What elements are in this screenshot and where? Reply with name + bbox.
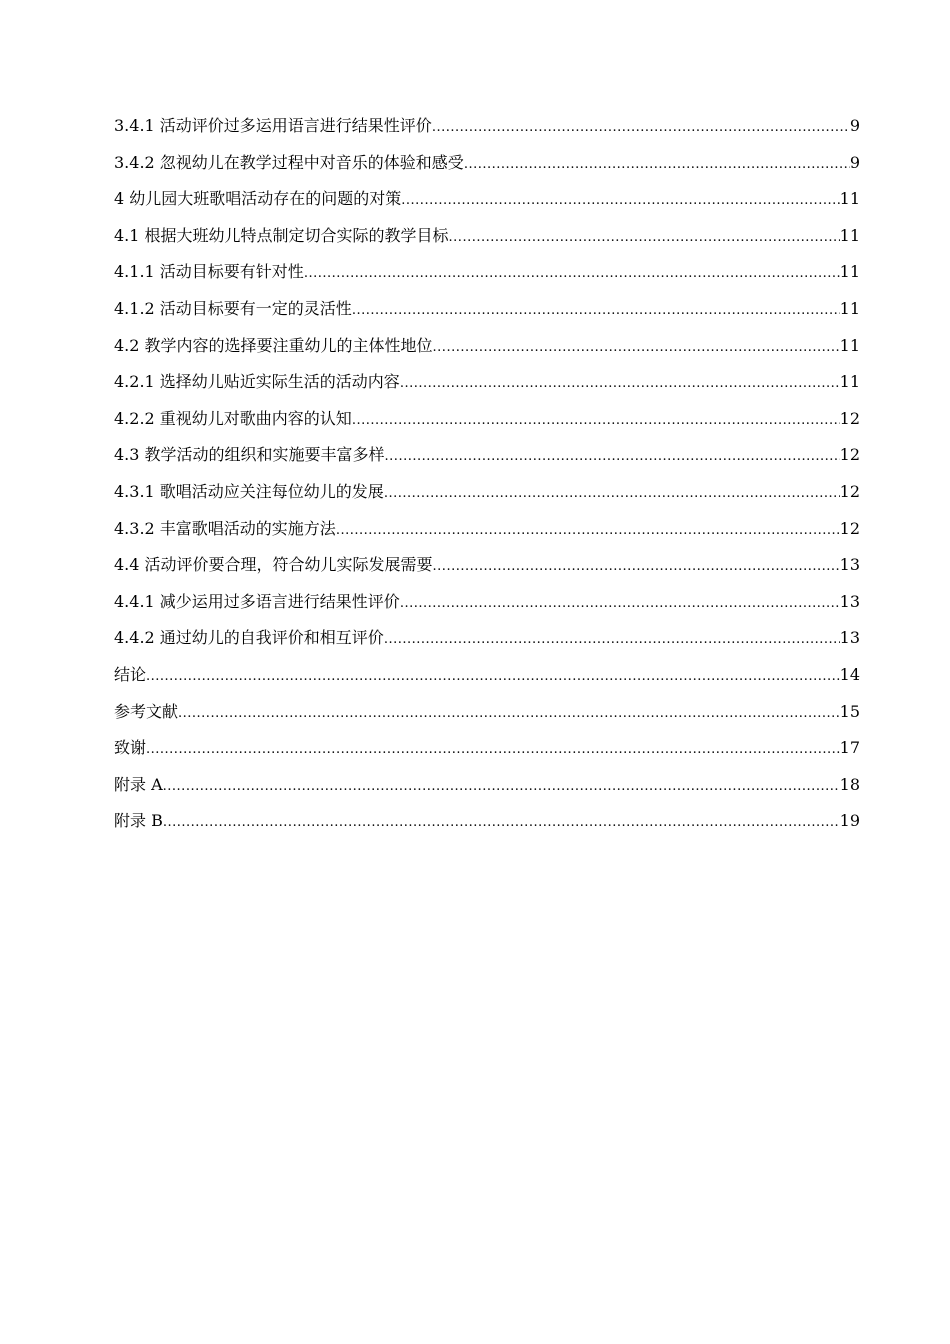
toc-entry-title: 4.4.1 减少运用过多语言进行结果性评价 bbox=[114, 591, 400, 611]
toc-entry-title: 附录 A bbox=[114, 774, 163, 794]
toc-leader-dots bbox=[163, 769, 840, 806]
toc-entry-title: 4.4.2 通过幼儿的自我评价和相互评价 bbox=[114, 628, 384, 648]
toc-entry-title: 4.3.1 歌唱活动应关注每位幼儿的发展 bbox=[114, 481, 384, 501]
toc-leader-dots bbox=[178, 696, 840, 733]
toc-leader-dots bbox=[432, 110, 850, 147]
toc-entry-page: 9 bbox=[849, 116, 860, 135]
table-of-contents bbox=[114, 108, 860, 840]
toc-entry-page: 14 bbox=[839, 664, 860, 684]
toc-entry-page: 19 bbox=[839, 811, 860, 831]
toc-entry-page: 11 bbox=[839, 298, 860, 318]
toc-entry-title: 4 幼儿园大班歌唱活动存在的问题的对策 bbox=[114, 189, 402, 209]
toc-leader-dots bbox=[384, 476, 840, 513]
toc-entry-title: 致谢 bbox=[114, 738, 147, 758]
toc-entry-4-4-1[interactable] bbox=[114, 584, 860, 621]
toc-entry-conclusion[interactable] bbox=[114, 657, 860, 694]
toc-entry-references[interactable] bbox=[114, 694, 860, 731]
toc-entry-title: 3.4.1 活动评价过多运用语言进行结果性评价 bbox=[114, 116, 432, 135]
toc-entry-page: 11 bbox=[839, 262, 860, 282]
toc-entry-title: 4.4 活动评价要合理，符合幼儿实际发展需要 bbox=[114, 555, 433, 575]
toc-leader-dots bbox=[352, 403, 840, 440]
toc-leader-dots bbox=[336, 513, 840, 550]
toc-entry-title: 4.2 教学内容的选择要注重幼儿的主体性地位 bbox=[114, 335, 433, 355]
toc-entry-4-1-2[interactable] bbox=[114, 291, 860, 328]
toc-entry-page: 11 bbox=[839, 335, 860, 355]
toc-leader-dots bbox=[384, 622, 840, 659]
toc-entry-3-4-2[interactable] bbox=[114, 145, 860, 182]
toc-entry-title: 4.1.2 活动目标要有一定的灵活性 bbox=[114, 298, 352, 318]
toc-entry-title: 参考文献 bbox=[114, 701, 179, 721]
toc-entry-page: 15 bbox=[839, 701, 860, 721]
toc-leader-dots bbox=[433, 549, 840, 586]
toc-entry-4-3-2[interactable] bbox=[114, 511, 860, 548]
toc-leader-dots bbox=[464, 147, 850, 184]
toc-entry-page: 13 bbox=[839, 591, 860, 611]
toc-entry-page: 12 bbox=[839, 445, 860, 465]
toc-entry-4[interactable] bbox=[114, 181, 860, 218]
toc-leader-dots bbox=[385, 439, 840, 476]
toc-entry-page: 9 bbox=[849, 152, 860, 172]
toc-leader-dots bbox=[146, 659, 840, 696]
toc-entry-title: 结论 bbox=[114, 664, 147, 684]
toc-entry-title: 4.1 根据大班幼儿特点制定切合实际的教学目标 bbox=[114, 225, 449, 245]
toc-entry-4-3[interactable] bbox=[114, 437, 860, 474]
toc-leader-dots bbox=[352, 293, 840, 330]
toc-entry-title: 4.3.2 丰富歌唱活动的实施方法 bbox=[114, 518, 336, 538]
toc-entry-acknowledgements[interactable] bbox=[114, 730, 860, 767]
toc-leader-dots bbox=[433, 330, 840, 367]
toc-entry-page: 13 bbox=[839, 555, 860, 575]
toc-leader-dots bbox=[163, 805, 840, 842]
toc-leader-dots bbox=[400, 586, 840, 623]
toc-entry-title: 3.4.2 忽视幼儿在教学过程中对音乐的体验和感受 bbox=[114, 152, 464, 172]
toc-entry-page: 11 bbox=[839, 225, 860, 245]
toc-entry-title: 4.2.2 重视幼儿对歌曲内容的认知 bbox=[114, 408, 352, 428]
toc-leader-dots bbox=[146, 732, 840, 769]
toc-entry-4-1[interactable] bbox=[114, 218, 860, 255]
toc-entry-4-1-1[interactable] bbox=[114, 254, 860, 291]
toc-leader-dots bbox=[449, 220, 840, 257]
toc-entry-title: 附录 B bbox=[114, 811, 163, 831]
toc-entry-page: 11 bbox=[839, 189, 860, 209]
toc-entry-title: 4.1.1 活动目标要有针对性 bbox=[114, 262, 304, 282]
toc-entry-page: 12 bbox=[839, 408, 860, 428]
toc-entry-page: 13 bbox=[839, 628, 860, 648]
toc-leader-dots bbox=[304, 256, 840, 293]
toc-entry-4-2-1[interactable] bbox=[114, 364, 860, 401]
toc-entry-appendix-b[interactable] bbox=[114, 803, 860, 840]
toc-leader-dots bbox=[401, 183, 839, 220]
toc-entry-4-2[interactable] bbox=[114, 328, 860, 365]
toc-entry-title: 4.2.1 选择幼儿贴近实际生活的活动内容 bbox=[114, 372, 400, 392]
toc-entry-4-2-2[interactable] bbox=[114, 401, 860, 438]
toc-entry-3-4-1[interactable] bbox=[114, 108, 860, 145]
toc-entry-4-3-1[interactable] bbox=[114, 474, 860, 511]
toc-leader-dots bbox=[400, 366, 840, 403]
toc-entry-title: 4.3 教学活动的组织和实施要丰富多样 bbox=[114, 445, 385, 465]
toc-entry-page: 12 bbox=[839, 518, 860, 538]
toc-entry-page: 12 bbox=[839, 481, 860, 501]
toc-entry-page: 17 bbox=[839, 738, 860, 758]
toc-entry-page: 11 bbox=[839, 372, 860, 392]
toc-entry-page: 18 bbox=[839, 774, 860, 794]
toc-entry-4-4-2[interactable] bbox=[114, 620, 860, 657]
toc-entry-4-4[interactable] bbox=[114, 547, 860, 584]
toc-entry-appendix-a[interactable] bbox=[114, 767, 860, 804]
